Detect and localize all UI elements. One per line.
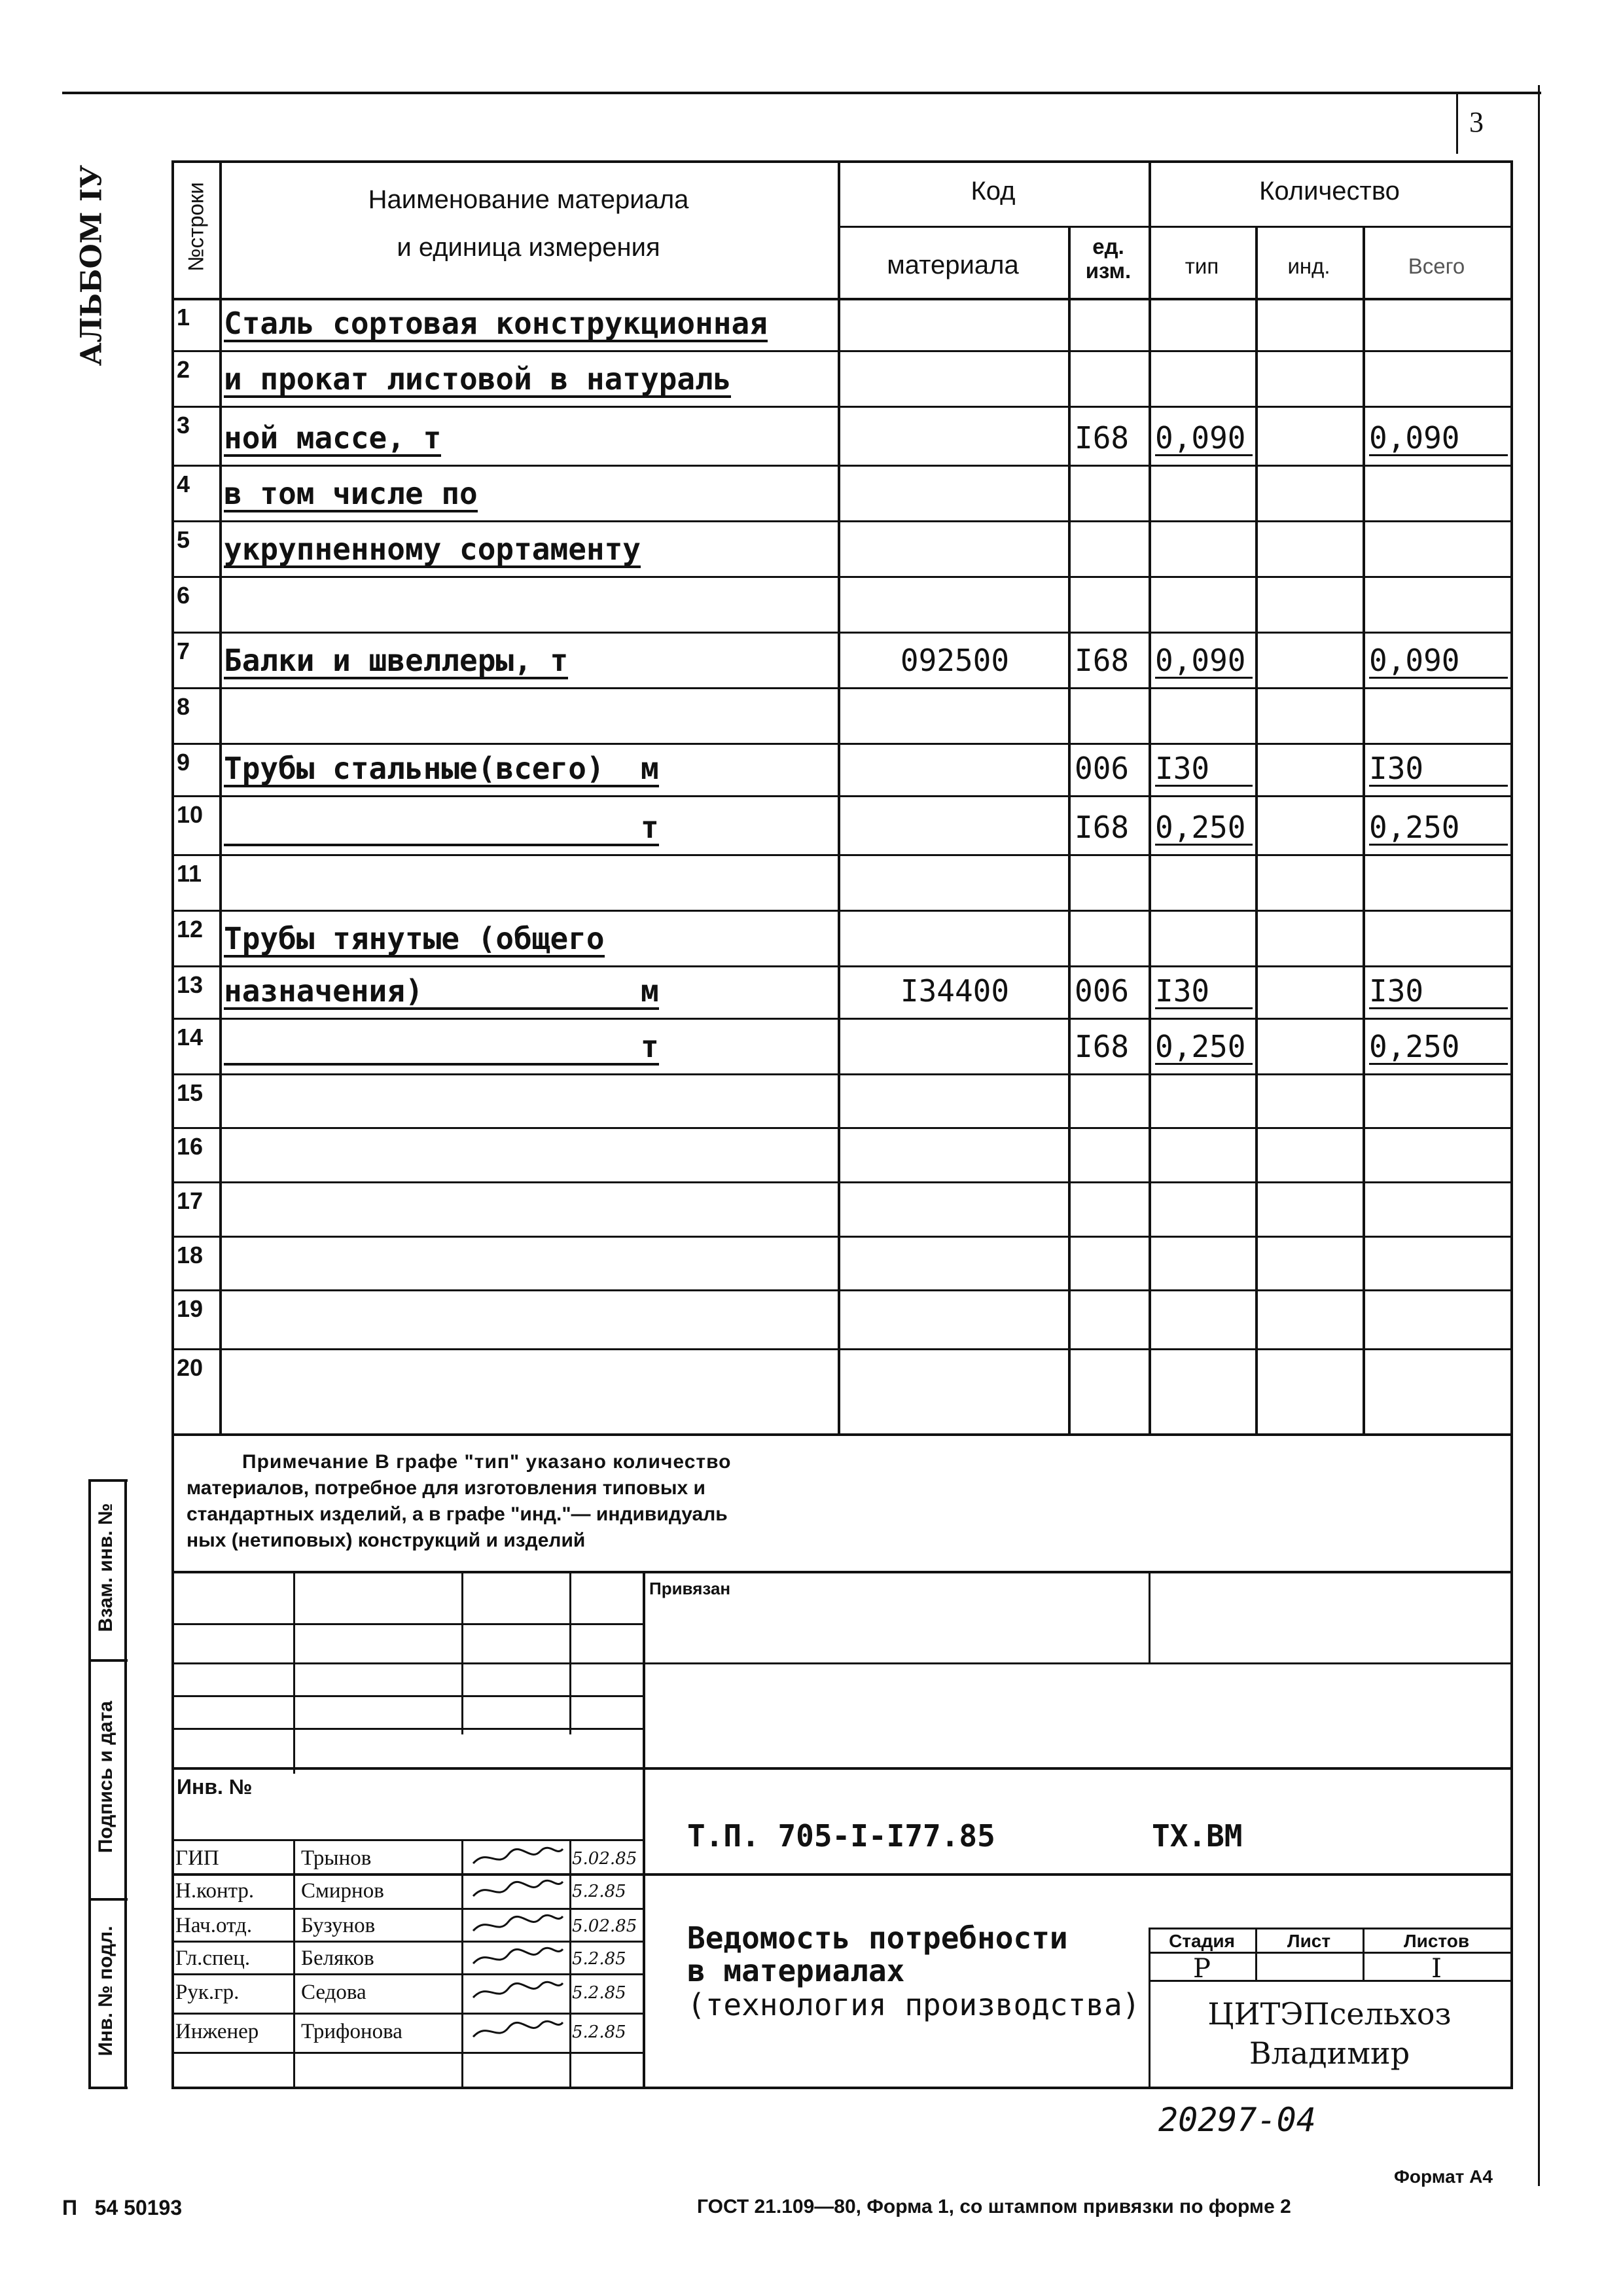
header-quantity: Количество (1259, 177, 1400, 206)
note-top-border (171, 1433, 1513, 1436)
row-name: Трубы тянутые (общего (224, 921, 605, 956)
stamp-v2-bottom (461, 1839, 463, 2088)
stamp-left-row6 (171, 1839, 643, 1841)
row-total: 0,250 (1369, 1031, 1508, 1065)
title-line3: (технология производства) (687, 1987, 1141, 2022)
signer-role: Нач.отд. (175, 1914, 253, 1937)
signer-role: ГИП (175, 1846, 219, 1870)
row-name: Сталь сортовая конструкционная (224, 306, 768, 341)
row-unit: 006 (1075, 973, 1130, 1009)
stamp-left-row4 (171, 1728, 643, 1730)
row-divider (171, 795, 1512, 797)
top-rule (62, 92, 1541, 94)
signer-role: Гл.спец. (175, 1946, 251, 1970)
privyazan-label: Привязан (649, 1579, 731, 1598)
archive-number: 20297-04 (1158, 2101, 1316, 2139)
signer-date: 5.2.85 (572, 1983, 626, 2003)
row-name: Трубы стальные(всего) м (224, 751, 659, 786)
header-mid (838, 226, 1512, 228)
signer-role: Рук.гр. (175, 1981, 240, 2004)
row-name: Балки и швеллеры, т (224, 643, 569, 678)
sheets-label: Листов (1403, 1931, 1470, 1951)
inv-no-label: Инв. № (177, 1775, 253, 1799)
row-name: в том числе по (224, 476, 478, 511)
signer-name: Трынов (301, 1846, 372, 1870)
header-name-line2: и единица измерения (397, 233, 660, 262)
note-line1: Примечание В графе "тип" указано количество (242, 1451, 732, 1473)
left-stamp-outer-line (88, 1479, 91, 2088)
stamp-left-row8 (171, 1908, 643, 1910)
note-line4: ных (нетиповых) конструкций и изделий (187, 1530, 586, 1551)
row-number: 14 (177, 1024, 204, 1050)
signer-name: Трифонова (301, 2020, 402, 2043)
podpis-label: Подпись и дата (95, 1700, 116, 1854)
stamp-top (171, 1571, 1513, 1573)
row-number: 17 (177, 1187, 204, 1214)
right-edge-line (1538, 85, 1540, 2186)
note-line3: стандартных изделий, а в графе "инд."— индивидуаль (187, 1503, 728, 1525)
row-type: I30 (1155, 753, 1253, 787)
row-name: укрупненному сортаменту (224, 531, 641, 567)
sheets-value: I (1431, 1954, 1442, 1984)
row-divider (171, 350, 1512, 352)
stamp-stage-top (1149, 1928, 1512, 1929)
row-number: 12 (177, 916, 204, 942)
row-type: I30 (1155, 976, 1253, 1009)
stamp-row7 (171, 1873, 1513, 1876)
row-type: 0,090 (1155, 645, 1253, 679)
stamp-left-row1 (171, 1623, 643, 1625)
signer-name: Бузунов (301, 1914, 376, 1937)
row-type: 0,090 (1155, 423, 1253, 456)
signer-date: 5.02.85 (572, 1849, 637, 1869)
signer-name: Седова (301, 1981, 366, 2004)
row-divider (171, 1348, 1512, 1350)
row-number: 13 (177, 971, 204, 998)
row-number: 15 (177, 1079, 204, 1106)
signer-role: Инженер (175, 2020, 259, 2043)
row-number: 20 (177, 1354, 204, 1381)
row-number: 7 (177, 637, 190, 664)
row-number: 6 (177, 582, 190, 609)
row-unit: I68 (1075, 420, 1130, 456)
row-divider (171, 1289, 1512, 1291)
header-qty-total: Всего (1408, 254, 1465, 278)
vzam-label: Взам. инв. № (95, 1503, 116, 1632)
row-divider (171, 854, 1512, 856)
row-number: 18 (177, 1242, 204, 1268)
row-divider (171, 520, 1512, 522)
org-line2: Владимир (1249, 2036, 1410, 2071)
row-divider (171, 632, 1512, 634)
header-unit-1: ед. (1092, 234, 1124, 259)
footer-right: ГОСТ 21.109—80, Форма 1, со штампом привязки по форме 2 (697, 2196, 1291, 2217)
doc-code: Т.П. 705-I-I77.85 (687, 1818, 995, 1854)
table-left-border (171, 160, 174, 2088)
row-code: 092500 (900, 643, 1010, 678)
signature-scribble (468, 1842, 566, 1871)
row-number: 10 (177, 801, 204, 828)
stamp-left-row12 (171, 2052, 643, 2054)
stamp-bottom (171, 2087, 1513, 2089)
row-divider (171, 965, 1512, 967)
header-unit-2: изм. (1085, 259, 1132, 283)
row-unit: I68 (1075, 1029, 1130, 1064)
row-number: 3 (177, 412, 190, 439)
signer-date: 5.2.85 (572, 1949, 626, 1969)
signature-scribble (468, 1910, 566, 1939)
row-name: назначения) м (224, 973, 659, 1009)
corner-box-left (1456, 92, 1458, 154)
row-total: 0,250 (1369, 812, 1508, 846)
signer-date: 5.02.85 (572, 1916, 637, 1936)
stamp-v4 (643, 1571, 645, 2088)
row-total: I30 (1369, 976, 1508, 1009)
signature-scribble (468, 1875, 566, 1904)
header-qty-type: тип (1185, 254, 1219, 278)
stamp-row5 (171, 1767, 1513, 1770)
row-number: 9 (177, 749, 190, 776)
stamp-left-row9 (171, 1941, 643, 1943)
row-total: I30 (1369, 753, 1508, 787)
header-code-material: материала (887, 251, 1019, 279)
stamp-left-row3 (171, 1695, 643, 1697)
note-line2: материалов, потребное для изготовления типовых и (187, 1477, 705, 1499)
row-total: 0,090 (1369, 645, 1508, 679)
signer-date: 5.2.85 (572, 2022, 626, 2042)
row-divider (171, 1127, 1512, 1129)
stamp-v-privyazan (1149, 1571, 1150, 1662)
row-unit: I68 (1075, 643, 1130, 678)
row-code: I34400 (900, 973, 1010, 1009)
signature-scribble (468, 1977, 566, 2005)
row-divider (171, 1181, 1512, 1183)
row-name: и прокат листовой в натураль (224, 361, 732, 397)
row-divider (171, 465, 1512, 467)
stage-label: Стадия (1169, 1931, 1235, 1951)
row-name: ной массе, т (224, 420, 442, 456)
org-line1: ЦИТЭПсельхоз (1207, 1996, 1452, 2032)
row-divider (171, 406, 1512, 408)
corner-mark: 3 (1469, 106, 1484, 138)
row-number: 8 (177, 693, 190, 720)
row-divider (171, 910, 1512, 912)
row-unit: 006 (1075, 751, 1130, 786)
signature-scribble (468, 1943, 566, 1971)
header-row-no: №строки (183, 182, 208, 272)
row-number: 4 (177, 471, 190, 497)
signer-name: Смирнов (301, 1879, 384, 1903)
row-divider (171, 743, 1512, 745)
inv-podl-label: Инв. № подл. (95, 1926, 116, 2056)
signer-date: 5.2.85 (572, 1882, 626, 1901)
header-code: Код (971, 177, 1016, 206)
stamp-v3-top (569, 1571, 571, 1734)
header-name-line1: Наименование материала (368, 185, 689, 214)
stamp-left-row10 (171, 1973, 643, 1975)
row-unit: I68 (1075, 810, 1130, 845)
row-name: т (224, 810, 659, 845)
row-number: 2 (177, 356, 190, 383)
doc-mark: ТХ.ВМ (1152, 1818, 1243, 1854)
title-line2: в материалах (687, 1953, 905, 1988)
row-divider (171, 1018, 1512, 1020)
row-type: 0,250 (1155, 812, 1253, 846)
row-divider (171, 1236, 1512, 1238)
row-total: 0,090 (1369, 423, 1508, 456)
sheet-label: Лист (1287, 1931, 1331, 1951)
album-label: АЛЬБОМ IУ (75, 164, 109, 367)
left-stamp-inner-line (124, 1479, 127, 2088)
signer-name: Беляков (301, 1946, 374, 1970)
table-right-border (1510, 160, 1513, 2088)
stamp-v1-bottom (293, 1839, 295, 2088)
left-stamp-bottom (88, 2087, 128, 2089)
stamp-v1-top (293, 1571, 295, 1774)
row-number: 16 (177, 1133, 204, 1160)
signature-scribble (468, 2016, 566, 2045)
title-line1: Ведомость потребности (687, 1920, 1068, 1956)
row-divider (171, 687, 1512, 689)
row-number: 19 (177, 1295, 204, 1322)
format-label: Формат А4 (1394, 2166, 1493, 2187)
header-bottom (171, 298, 1513, 300)
row-divider (171, 576, 1512, 578)
row-number: 1 (177, 304, 190, 331)
stamp-row2 (171, 1662, 1513, 1664)
header-top (171, 160, 1513, 163)
row-number: 11 (177, 860, 202, 887)
stamp-left-row11 (171, 2013, 643, 2015)
footer-left: П 54 50193 (62, 2196, 183, 2219)
signer-role: Н.контр. (175, 1879, 255, 1903)
stamp-v3-bottom (569, 1839, 571, 2088)
stage-value: Р (1193, 1954, 1211, 1984)
header-qty-ind: инд. (1287, 254, 1330, 278)
row-divider (171, 1073, 1512, 1075)
row-type: 0,250 (1155, 1031, 1253, 1065)
row-name: т (224, 1029, 659, 1064)
row-number: 5 (177, 526, 190, 553)
stamp-v2-top (461, 1571, 463, 1734)
